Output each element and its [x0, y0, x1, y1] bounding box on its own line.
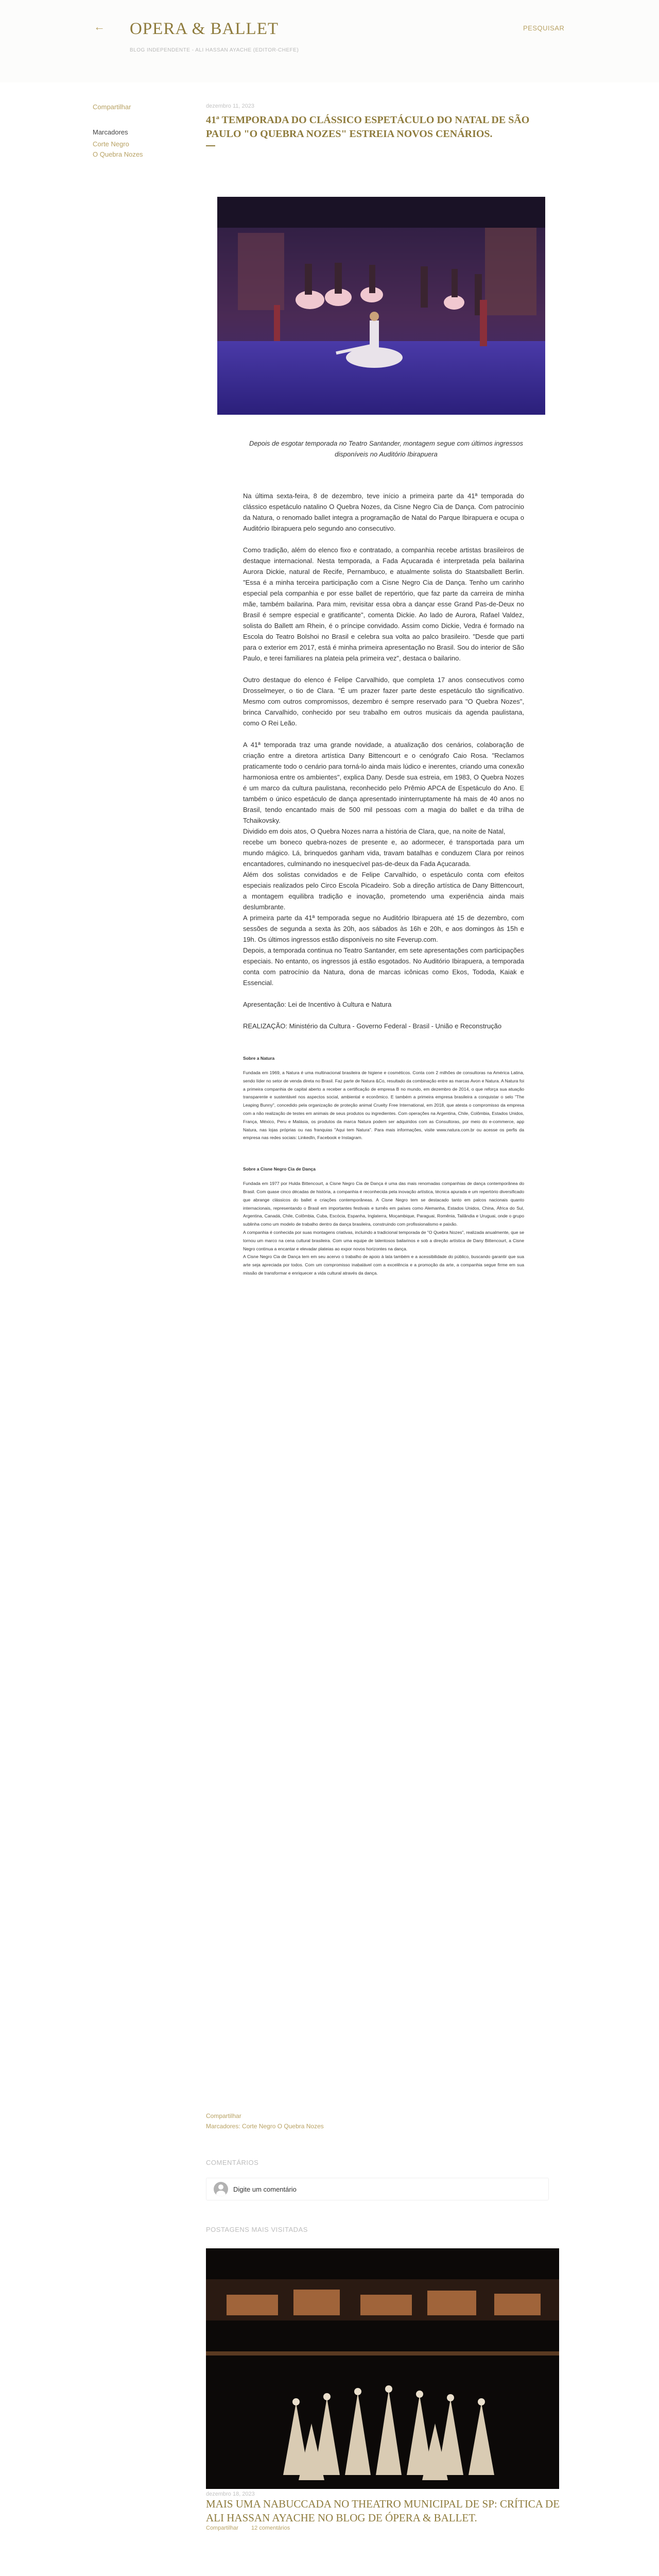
popular-title: POSTAGENS MAIS VISITADAS — [206, 2226, 308, 2233]
cisne-text: Fundada em 1977 por Hulda Bittencourt, a Cisne Negro Cia de Dança é uma das mais renomadas companhias de dança contemporânea do Brasil. Com quase cinco décadas de história, a companhia é reconhecida pela inovação artística, técnica apurada e um repertório diversificado que abrange clássicos do ballet e criações contemporâneas. A Cisne Negro tem se destacado tanto em palcos nacionais quanto internacionais, representando o Brasil em importantes festivais e turnês em países como Alemanha, Estados Unidos, China, África do Sul, Argentina, Canadá, Chile, Colômbia, Cuba, Escócia, Espanha, Inglaterra, Moçambique, Paraguai, Romênia, Tailândia e Uruguai, onde o grupo sublinha como um modelo de trabalho dentro da dança brasileira, construindo com profissionalismo e paixão. — [243, 1181, 524, 1227]
comments-title: COMENTÁRIOS — [206, 2159, 259, 2166]
back-arrow-icon[interactable]: ← — [94, 20, 105, 33]
popular-post-image[interactable] — [206, 2555, 559, 2576]
post-paragraph: Na última sexta-feira, 8 de dezembro, teve início a primeira parte da 41ª temporada do clássico espetáculo natalino O Quebra Nozes, da Cisne Negro Cia de Dança. Com patrocínio da Natura, o renomado ballet integra a programação de Natal do Parque Ibirapuera e ocupa o Auditório Ibirapuera pelo segundo ano consecutivo. — [243, 492, 524, 532]
search-button[interactable]: PESQUISAR — [523, 24, 565, 32]
blog-header — [0, 0, 659, 82]
post-paragraph: Como tradição, além do elenco fixo e contratado, a companhia recebe artistas brasileiros de destaque internacional. Nesta temporada, a Fada Açucarada é interpretada pela bailarina Aurora Dickie, natural de Recife, Pernambuco, e atualmente solista do Staatsballett Berlin. "Essa é a minha terceira participação com a Cisne Negro Cia de Dança. Tenho um carinho especial pela companhia e por esse ballet de repertório, que faz parte da carreira de minha mãe, também bailarina. Para mim, revisitar essa obra a dançar esse Grand Pas-de-Deux no Brasil é sempre especial e gratificante", comenta Dickie. Ao lado de Aurora, Rafael Valdez, solista do Ballett am Rhein, é o príncipe convidado. Assim como Dickie, Vedra é formado na Escola do Teatro Bolshoi no Brasil e celebra sua volta ao palco brasileiro. "Desde que parti para o exterior em 2017, está é minha primeira apresentação no Brasil. Sou do interior de São Paulo, e terei familiares na plateia pela primeira vez", destaca o bailarino. — [243, 546, 524, 662]
post-paragraph: Depois, a temporada continua no Teatro Santander, em sete apresentações com participações especiais. No entanto, os ingressos já estão esgotados. No Auditório Ibirapuera, a temporada conta com patrocínio da Natura, dona de marcas icônicas como Ekos, Tododa, Kaiak e Essencial. — [243, 946, 524, 987]
popular-share-button[interactable]: Compartilhar — [206, 2525, 238, 2531]
label-link-quebra-nozes[interactable]: O Quebra Nozes — [93, 150, 143, 158]
cisne-text: A companhia é conhecida por suas montagens criativas, incluindo a tradicional temporada de "O Quebra Nozes", realizada anualmente, que se tornou um marco na cena cultural brasileira. Com uma equipe de talentosos bailarinos e sob a direção artística de Dany Bittencourt, a Cisne Negro continua a encantar e elevadar plateias ao expor novos horizontes na dança. — [243, 1229, 524, 1251]
post-paragraph: Além dos solistas convidados e de Felipe Carvalhido, o espetáculo conta com efeitos especiais realizados pelo Circo Escola Picadeiro. Sob a direção artística de Dany Bittencourt, a montagem equilibra tradição e inovação, prometendo uma experiência ainda mais deslumbrante. — [243, 871, 524, 911]
label-link-corte-negro[interactable]: Corte Negro — [93, 140, 129, 148]
post — [206, 103, 566, 1276]
cisne-text: A Cisne Negro Cia de Dança tem em seu acervo o trabalho de apoio à lata também e a acessibilidade do público, buscando garantir que sua arte seja apreciada por todos. Com um compromisso inabalável com a excelência e a promoção da arte, a companhia segue firme em sua missão de transformar e enriquecer a vida cultural através da dança. — [243, 1254, 524, 1276]
title-rule — [206, 145, 215, 146]
post-title: 41ª TEMPORADA DO CLÁSSICO ESPETÁCULO DO NATAL DE SÃO PAULO "O QUEBRA NOZES" ESTREIA NOVOS CENÁRIOS. — [206, 114, 530, 140]
comments-section — [206, 2159, 566, 2200]
image-caption: Depois de esgotar temporada no Teatro Santander, montagem segue com últimos ingressos disponíveis no Auditório Ibirapuera — [249, 439, 524, 458]
footer-share-button[interactable]: Compartilhar — [206, 2112, 241, 2120]
post-hero-image[interactable] — [217, 197, 545, 415]
popular-post-1 — [206, 2491, 561, 2531]
post-paragraph: Dividido em dois atos, O Quebra Nozes narra a história de Clara, que, na noite de Natal, — [243, 827, 506, 835]
blog-description: BLOG INDEPENDENTE - ALI HASSAN AYACHE (EDITOR-CHEFE) — [130, 47, 299, 53]
natura-title: Sobre a Natura — [243, 1056, 275, 1061]
popular-post-meta — [206, 2525, 561, 2531]
ballet-stage-image — [217, 197, 545, 415]
post-paragraph: Outro destaque do elenco é Felipe Carvalhido, que completa 17 anos consecutivos como Drosselmeyer, o tio de Clara. "É um prazer fazer parte deste espetáculo tão significativo. Mesmo com outros compromissos, dezembro é sempre reservado para "O Quebra Nozes", brinca Carvalhido, conhecido por seu trabalho em outros musicais da agenda paulistana, como O Rei Leão. — [243, 676, 524, 727]
popular-post-image[interactable] — [206, 2248, 559, 2489]
popular-post-date: dezembro 18, 2023 — [206, 2491, 255, 2497]
blog-title[interactable]: OPERA & BALLET — [130, 20, 279, 38]
comment-input[interactable] — [206, 2178, 549, 2200]
post-footer — [206, 2112, 566, 2130]
post-body — [243, 490, 524, 1289]
cisne-title: Sobre a Cisne Negro Cia de Dança — [243, 1166, 316, 1172]
nabucco-stage-image — [206, 2248, 559, 2489]
sidebar — [93, 103, 196, 161]
popular-comments-link[interactable]: 12 comentários — [251, 2525, 290, 2531]
post-paragraph: recebe um boneco quebra-nozes de presente e, ao adormecer, é transportada para um mundo mágico. Lá, brinquedos ganham vida, travam batalhas e conduzem Clara por reinos encantadores, culminando no inesquecível pas-de-deux da Fada Açucarada. — [243, 838, 524, 868]
post-paragraph: A primeira parte da 41ª temporada segue no Auditório Ibirapuera até 15 de dezembro, com sessões de segunda a sexta às 20h, aos sábados às 16h e 20h, e aos domingos às 15h e 19h. Os últimos ingressos estão disponíveis no site Feverup.com. — [243, 914, 524, 943]
apresentacao-line: Apresentação: Lei de Incentivo à Cultura e Natura — [243, 1001, 392, 1008]
footer-labels[interactable]: Marcadores: Corte Negro O Quebra Nozes — [206, 2123, 324, 2130]
post-date: dezembro 11, 2023 — [206, 103, 254, 109]
popular-post-title[interactable]: MAIS UMA NABUCCADA NO THEATRO MUNICIPAL DE SP: CRÍTICA DE ALI HASSAN AYACHE NO BLOG DE ÓPERA & BALLET. — [206, 2498, 560, 2524]
natura-text: Fundada em 1969, a Natura é uma multinacional brasileira de higiene e cosméticos. Conta com 2 milhões de consultoras na América Latina, sendo líder no setor de venda direta no Brasil. Faz parte de Natura &Co, resultado da combinação entre as marcas Avon e Natura. A Natura foi a primeira companhia de capital aberto a receber a certificação de empresa B no mundo, em dezembro de 2014, o que reforça sua atuação transparente e sustentável nos aspectos social, ambiental e econômico. E também a primeira empresa brasileira a conquistar o selo "The Leaping Bunny", concedido pela organização de proteção animal Cruelty Free International, em 2018, que atesta o compromisso da empresa com a não realização de testes em animais de seus produtos ou ingredientes. Com operações na Argentina, Chile, Colômbia, Estados Unidos, França, México, Peru e Malásia, os produtos da marca Natura podem ser adquiridos com as Consultoras, por meio do e-commerce, app Natura, nas lojas próprias ou nas franquias "Aqui tem Natura". Para mais informações, visite www.natura.com.br ou acesse os perfis da empresa nas redes sociais: LinkedIn, Facebook e Instagram. — [243, 1070, 524, 1141]
realizacao-line: REALIZAÇÃO: Ministério da Cultura - Governo Federal - Brasil - União e Reconstrução — [243, 1022, 502, 1030]
orquestra-logo-image — [206, 2555, 559, 2576]
labels-title: Marcadores — [93, 128, 128, 136]
avatar — [214, 2182, 228, 2196]
popular-posts — [206, 2226, 566, 2531]
share-button[interactable]: Compartilhar — [93, 103, 131, 111]
post-paragraph: A 41ª temporada traz uma grande novidade, a atualização dos cenários, colaboração de criação entre a diretora artística Dany Bittencourt e o cenógrafo Caio Rosa. "Reclamos praticamente todo o cenário para torná-lo ainda mais lúdico e inerentes, criando uma conexão harmoniosa entre os ambientes", explica Dany. Desde sua estreia, em 1983, O Quebra Nozes é um marco da cultura paulistana, reconhecido pelo Prêmio APCA de Espetáculo do Ano. E também o único espetáculo de dança apresentado ininterruptamente há mais de 40 anos no Brasil, tendo encantado mais de 500 mil pessoas com a magia do ballet e da trilha de Tchaikovsky. — [243, 741, 524, 824]
comment-placeholder: Digite um comentário — [233, 2185, 297, 2193]
